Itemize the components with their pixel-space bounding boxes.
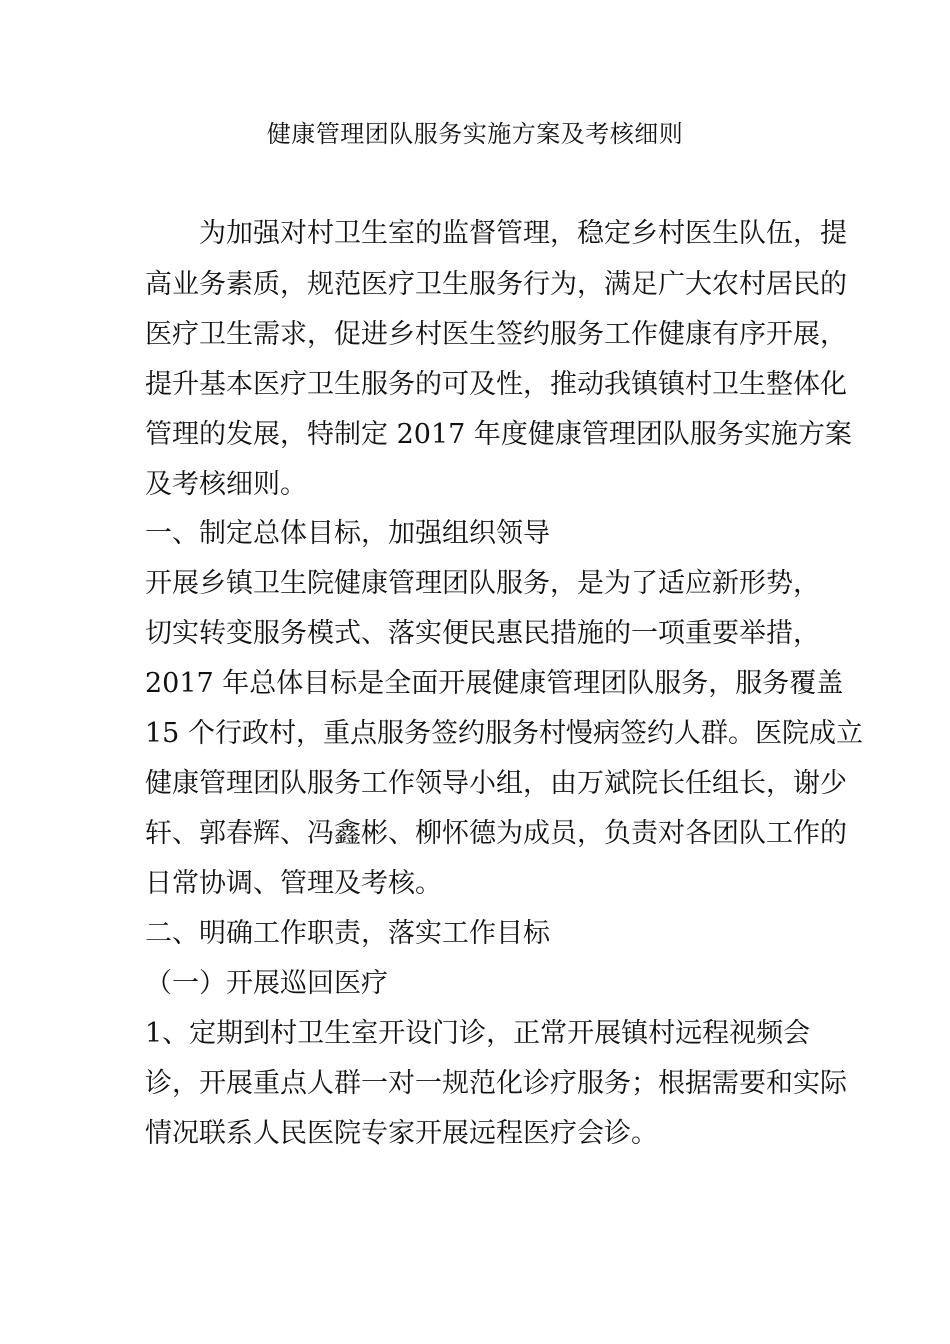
paragraph-line: 管理的发展，特制定 2017 年度健康管理团队服务实施方案 [145, 419, 852, 450]
section-heading-1: 一、制定总体目标，加强组织领导 [145, 518, 550, 549]
subsection-heading: （一）开展巡回医疗 [145, 968, 388, 999]
paragraph-line: 2017 年总体目标是全面开展健康管理团队服务，服务覆盖 [145, 668, 844, 699]
paragraph-line: 为加强对村卫生室的监督管理，稳定乡村医生队伍，提 [145, 218, 847, 249]
paragraph-line: 1、定期到村卫生室开设门诊，正常开展镇村远程视频会 [145, 1018, 811, 1049]
paragraph-line: 15 个行政村，重点服务签约服务村慢病签约人群。医院成立 [145, 718, 863, 749]
paragraph-line: 高业务素质，规范医疗卫生服务行为，满足广大农村居民的 [145, 269, 847, 300]
paragraph-line: 轩、郭春辉、冯鑫彬、柳怀德为成员，负责对各团队工作的 [145, 818, 847, 849]
paragraph-line: 及考核细则。 [145, 469, 307, 500]
paragraph-line: 提升基本医疗卫生服务的可及性，推动我镇镇村卫生整体化 [145, 369, 847, 400]
document-title: 健康管理团队服务实施方案及考核细则 [266, 120, 684, 148]
paragraph-line: 诊，开展重点人群一对一规范化诊疗服务；根据需要和实际 [145, 1068, 847, 1099]
paragraph-line: 医疗卫生需求，促进乡村医生签约服务工作健康有序开展， [145, 319, 847, 350]
section-heading-2: 二、明确工作职责，落实工作目标 [145, 918, 550, 949]
paragraph-line: 开展乡镇卫生院健康管理团队服务，是为了适应新形势， [145, 568, 820, 599]
paragraph-line: 健康管理团队服务工作领导小组，由万斌院长任组长，谢少 [145, 768, 847, 799]
paragraph-line: 日常协调、管理及考核。 [145, 868, 442, 899]
paragraph-line: 切实转变服务模式、落实便民惠民措施的一项重要举措， [145, 618, 820, 649]
paragraph-line: 情况联系人民医院专家开展远程医疗会诊。 [145, 1118, 658, 1149]
